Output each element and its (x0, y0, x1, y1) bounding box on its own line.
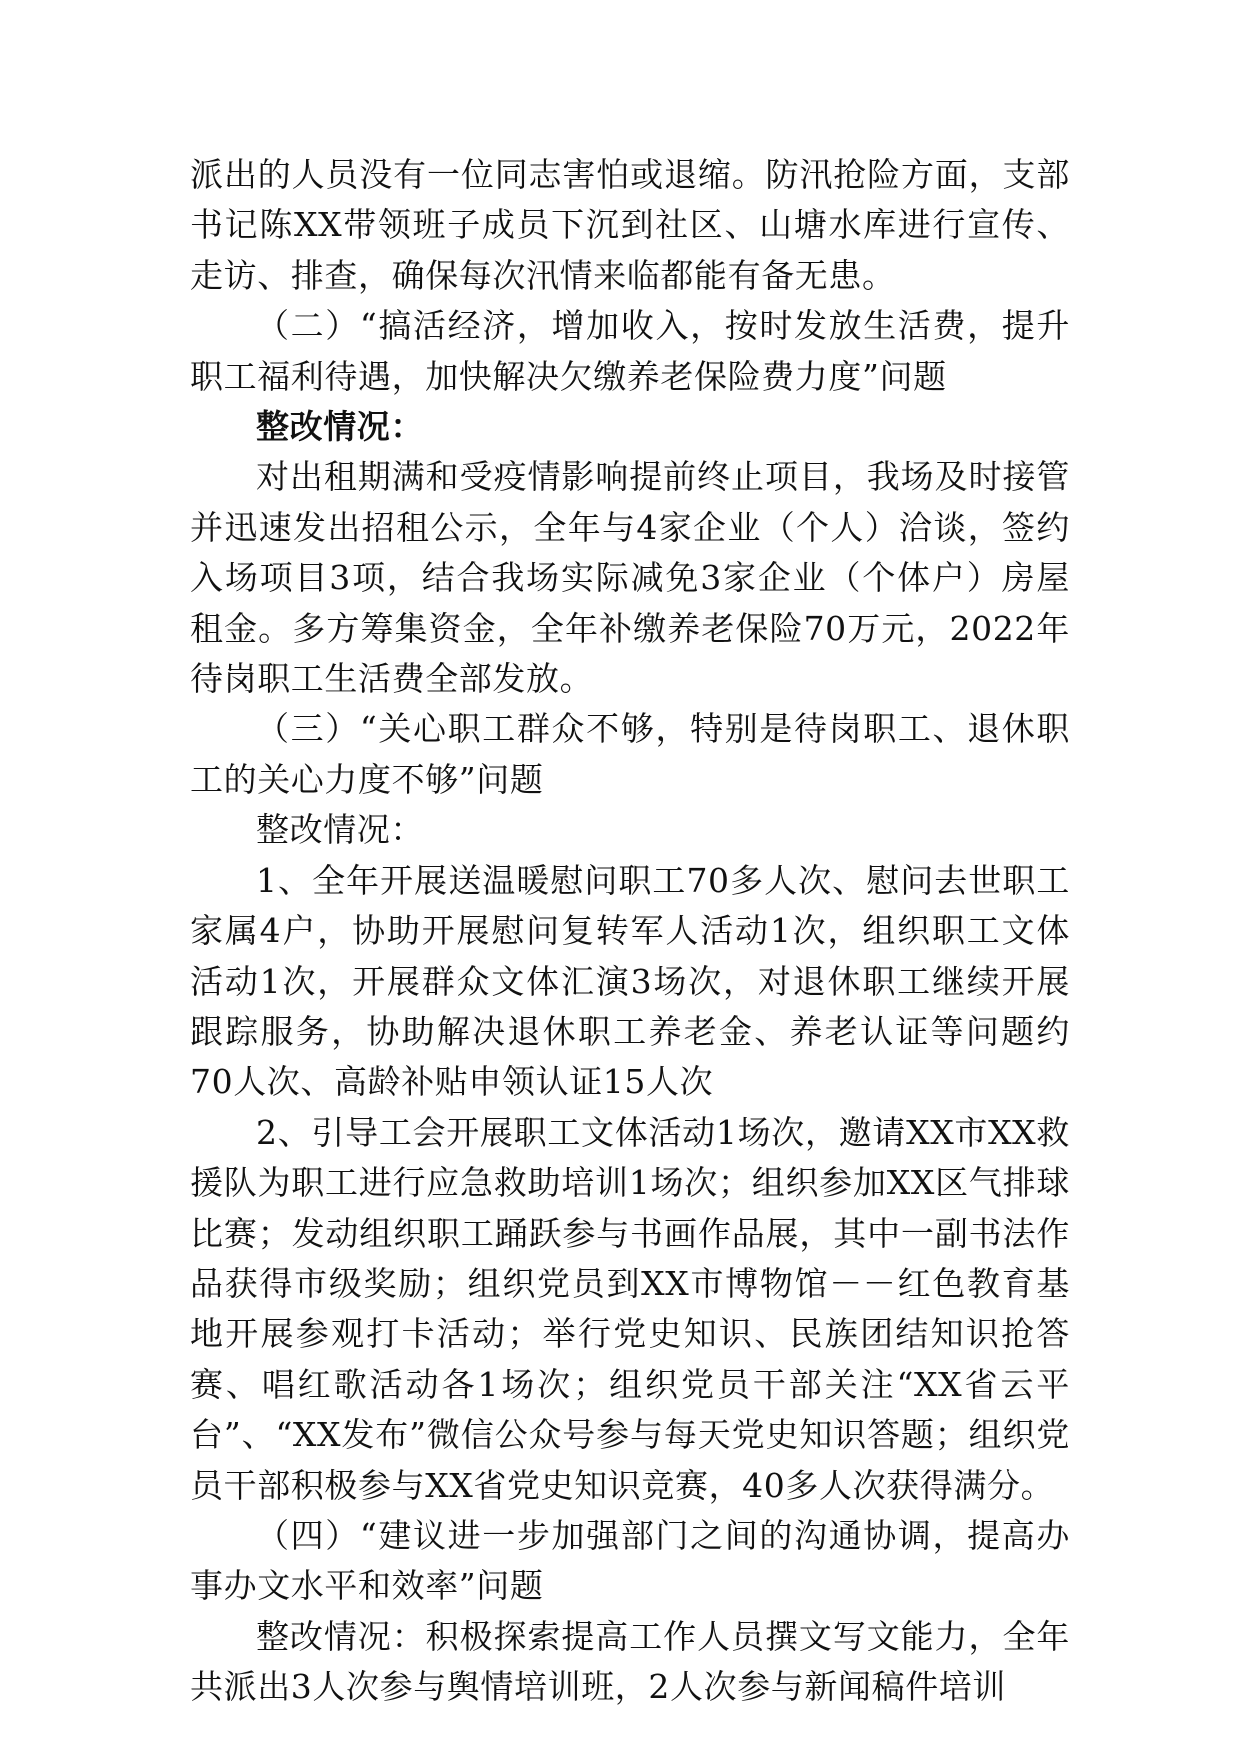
paragraph-rectification-4: 整改情况：积极探索提高工作人员撰文写文能力，全年共派出3人次参与舆情培训班，2人次参与新闻稿件培训 (190, 1616, 1070, 1707)
rectification-heading-3: 整改情况： (256, 810, 424, 850)
paragraph-item-1: 1、全年开展送温暖慰问职工70多人次、慰问去世职工家属4户，协助开展慰问复转军人活动1次，组织职工文体活动1次，开展群众文体汇演3场次，对退休职工继续开展跟踪服务，协助解决退休职工养老金、养老认证等问题约70人次、高龄补贴申领认证15人次 (190, 860, 1070, 1102)
paragraph-rectification-2: 对出租期满和受疫情影响提前终止项目，我场及时接管并迅速发出招租公示，全年与4家企业（个人）洽谈，签约入场项目3项，结合我场实际减免3家企业（个体户）房屋租金。多方筹集资金，全年补缴养老保险70万元，2022年待岗职工生活费全部发放。 (190, 457, 1070, 699)
document-body (190, 150, 1070, 1713)
section-heading-2: （二）“搞活经济，增加收入，按时发放生活费，提升职工福利待遇，加快解决欠缴养老保险费力度”问题 (190, 306, 1070, 396)
paragraph-1: 派出的人员没有一位同志害怕或退缩。防汛抢险方面，支部书记陈XX带领班子成员下沉到社区、山塘水库进行宣传、走访、排查，确保每次汛情来临都能有备无患。 (190, 155, 1070, 295)
paragraph-item-2: 2、引导工会开展职工文体活动1场次，邀请XX市XX救援队为职工进行应急救助培训1场次；组织参加XX区气排球比赛；发动组织职工踊跃参与书画作品展，其中一副书法作品获得市级奖励；组织党员到XX市博物馆－－红色教育基地开展参观打卡活动；举行党史知识、民族团结知识抢答赛、唱红歌活动各1场次；组织党员干部关注“XX省云平台”、“XX发布”微信公众号参与每天党史知识答题；组织党员干部积极参与XX省党史知识竞赛，40多人次获得满分。 (190, 1112, 1070, 1505)
rectification-heading-2: 整改情况： (256, 407, 424, 447)
section-heading-4: （四）“建议进一步加强部门之间的沟通协调，提高办事办文水平和效率”问题 (190, 1515, 1070, 1606)
section-heading-3: （三）“关心职工群众不够，特别是待岗职工、退休职工的关心力度不够”问题 (190, 709, 1070, 799)
